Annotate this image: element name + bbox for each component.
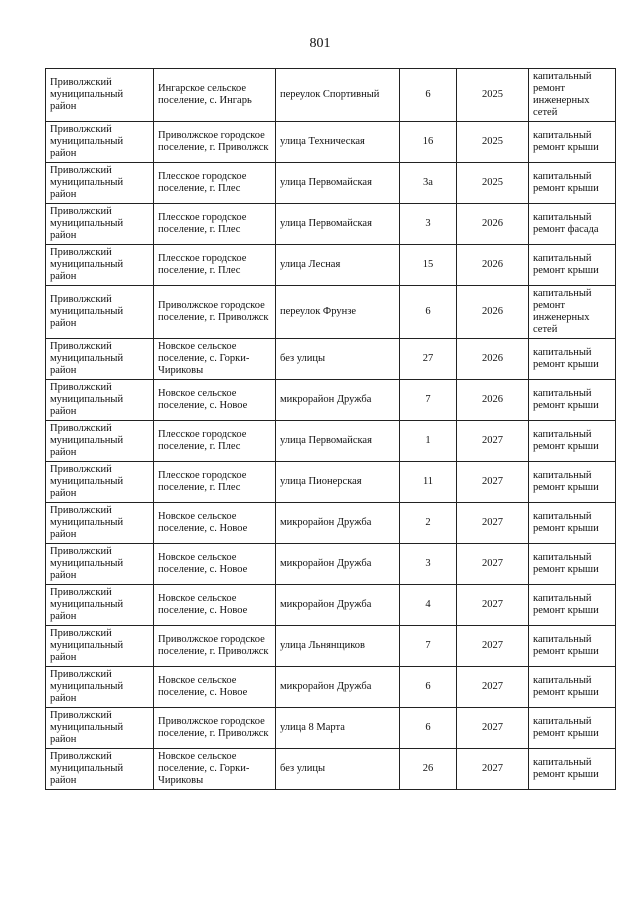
street-cell: микрорайон Дружба [276, 503, 400, 544]
settlement-cell: Новское сельское поселение, с. Новое [154, 667, 276, 708]
district-cell: Приволжский муниципальный район [46, 380, 154, 421]
repair-schedule-table [45, 68, 616, 790]
district-cell: Приволжский муниципальный район [46, 122, 154, 163]
street-cell: без улицы [276, 749, 400, 790]
work-type-cell: капитальный ремонт крыши [529, 626, 616, 667]
table-row [46, 626, 616, 667]
settlement-cell: Плесское городское поселение, г. Плес [154, 421, 276, 462]
table-row [46, 122, 616, 163]
street-cell: улица 8 Марта [276, 708, 400, 749]
year-cell: 2027 [457, 544, 529, 585]
year-cell: 2027 [457, 626, 529, 667]
year-cell: 2026 [457, 339, 529, 380]
street-cell: без улицы [276, 339, 400, 380]
work-type-cell: капитальный ремонт инженерных сетей [529, 69, 616, 122]
settlement-cell: Ингарское сельское поселение, с. Ингарь [154, 69, 276, 122]
work-type-cell: капитальный ремонт крыши [529, 122, 616, 163]
year-cell: 2027 [457, 503, 529, 544]
work-type-cell: капитальный ремонт крыши [529, 380, 616, 421]
year-cell: 2027 [457, 462, 529, 503]
district-cell: Приволжский муниципальный район [46, 503, 154, 544]
work-type-cell: капитальный ремонт крыши [529, 462, 616, 503]
settlement-cell: Новское сельское поселение, с. Горки-Чириковы [154, 749, 276, 790]
house-number-cell: 6 [400, 667, 457, 708]
district-cell: Приволжский муниципальный район [46, 667, 154, 708]
settlement-cell: Новское сельское поселение, с. Новое [154, 503, 276, 544]
table-row [46, 286, 616, 339]
house-number-cell: 3 [400, 204, 457, 245]
work-type-cell: капитальный ремонт крыши [529, 503, 616, 544]
year-cell: 2026 [457, 380, 529, 421]
house-number-cell: 6 [400, 286, 457, 339]
house-number-cell: 15 [400, 245, 457, 286]
street-cell: улица Первомайская [276, 163, 400, 204]
table-row [46, 204, 616, 245]
street-cell: микрорайон Дружба [276, 544, 400, 585]
table-row [46, 245, 616, 286]
table-row [46, 544, 616, 585]
work-type-cell: капитальный ремонт крыши [529, 163, 616, 204]
table-row [46, 339, 616, 380]
table-row [46, 462, 616, 503]
work-type-cell: капитальный ремонт крыши [529, 339, 616, 380]
year-cell: 2027 [457, 667, 529, 708]
table-row [46, 380, 616, 421]
year-cell: 2027 [457, 421, 529, 462]
work-type-cell: капитальный ремонт крыши [529, 544, 616, 585]
house-number-cell: 27 [400, 339, 457, 380]
settlement-cell: Приволжское городское поселение, г. Приволжск [154, 122, 276, 163]
settlement-cell: Новское сельское поселение, с. Новое [154, 380, 276, 421]
district-cell: Приволжский муниципальный район [46, 544, 154, 585]
house-number-cell: 7 [400, 626, 457, 667]
settlement-cell: Новское сельское поселение, с. Новое [154, 544, 276, 585]
work-type-cell: капитальный ремонт крыши [529, 667, 616, 708]
year-cell: 2025 [457, 163, 529, 204]
street-cell: переулок Фрунзе [276, 286, 400, 339]
district-cell: Приволжский муниципальный район [46, 245, 154, 286]
street-cell: улица Пионерская [276, 462, 400, 503]
year-cell: 2027 [457, 585, 529, 626]
district-cell: Приволжский муниципальный район [46, 626, 154, 667]
year-cell: 2026 [457, 204, 529, 245]
district-cell: Приволжский муниципальный район [46, 286, 154, 339]
settlement-cell: Плесское городское поселение, г. Плес [154, 245, 276, 286]
work-type-cell: капитальный ремонт крыши [529, 708, 616, 749]
settlement-cell: Приволжское городское поселение, г. Приволжск [154, 708, 276, 749]
year-cell: 2027 [457, 749, 529, 790]
table-row [46, 585, 616, 626]
street-cell: микрорайон Дружба [276, 667, 400, 708]
work-type-cell: капитальный ремонт фасада [529, 204, 616, 245]
district-cell: Приволжский муниципальный район [46, 585, 154, 626]
table-row [46, 708, 616, 749]
settlement-cell: Плесское городское поселение, г. Плес [154, 163, 276, 204]
year-cell: 2027 [457, 708, 529, 749]
street-cell: микрорайон Дружба [276, 380, 400, 421]
street-cell: улица Техническая [276, 122, 400, 163]
district-cell: Приволжский муниципальный район [46, 339, 154, 380]
house-number-cell: 26 [400, 749, 457, 790]
street-cell: улица Лесная [276, 245, 400, 286]
house-number-cell: 3 [400, 544, 457, 585]
page-number: 801 [309, 36, 331, 51]
settlement-cell: Плесское городское поселение, г. Плес [154, 204, 276, 245]
district-cell: Приволжский муниципальный район [46, 708, 154, 749]
district-cell: Приволжский муниципальный район [46, 204, 154, 245]
year-cell: 2026 [457, 245, 529, 286]
table-row [46, 421, 616, 462]
settlement-cell: Новское сельское поселение, с. Горки-Чириковы [154, 339, 276, 380]
table-row [46, 163, 616, 204]
house-number-cell: 6 [400, 69, 457, 122]
table-row [46, 69, 616, 122]
work-type-cell: капитальный ремонт крыши [529, 749, 616, 790]
year-cell: 2025 [457, 122, 529, 163]
table-row [46, 749, 616, 790]
work-type-cell: капитальный ремонт крыши [529, 585, 616, 626]
district-cell: Приволжский муниципальный район [46, 749, 154, 790]
house-number-cell: 11 [400, 462, 457, 503]
table-row [46, 667, 616, 708]
street-cell: микрорайон Дружба [276, 585, 400, 626]
house-number-cell: 2 [400, 503, 457, 544]
street-cell: переулок Спортивный [276, 69, 400, 122]
house-number-cell: 6 [400, 708, 457, 749]
settlement-cell: Плесское городское поселение, г. Плес [154, 462, 276, 503]
district-cell: Приволжский муниципальный район [46, 421, 154, 462]
table-body [46, 69, 616, 790]
work-type-cell: капитальный ремонт крыши [529, 245, 616, 286]
house-number-cell: 4 [400, 585, 457, 626]
work-type-cell: капитальный ремонт крыши [529, 421, 616, 462]
settlement-cell: Приволжское городское поселение, г. Приволжск [154, 626, 276, 667]
street-cell: улица Первомайская [276, 421, 400, 462]
district-cell: Приволжский муниципальный район [46, 163, 154, 204]
year-cell: 2026 [457, 286, 529, 339]
table-row [46, 503, 616, 544]
work-type-cell: капитальный ремонт инженерных сетей [529, 286, 616, 339]
house-number-cell: 3а [400, 163, 457, 204]
settlement-cell: Новское сельское поселение, с. Новое [154, 585, 276, 626]
house-number-cell: 7 [400, 380, 457, 421]
district-cell: Приволжский муниципальный район [46, 69, 154, 122]
settlement-cell: Приволжское городское поселение, г. Приволжск [154, 286, 276, 339]
house-number-cell: 16 [400, 122, 457, 163]
house-number-cell: 1 [400, 421, 457, 462]
district-cell: Приволжский муниципальный район [46, 462, 154, 503]
year-cell: 2025 [457, 69, 529, 122]
street-cell: улица Первомайская [276, 204, 400, 245]
street-cell: улица Льнянщиков [276, 626, 400, 667]
